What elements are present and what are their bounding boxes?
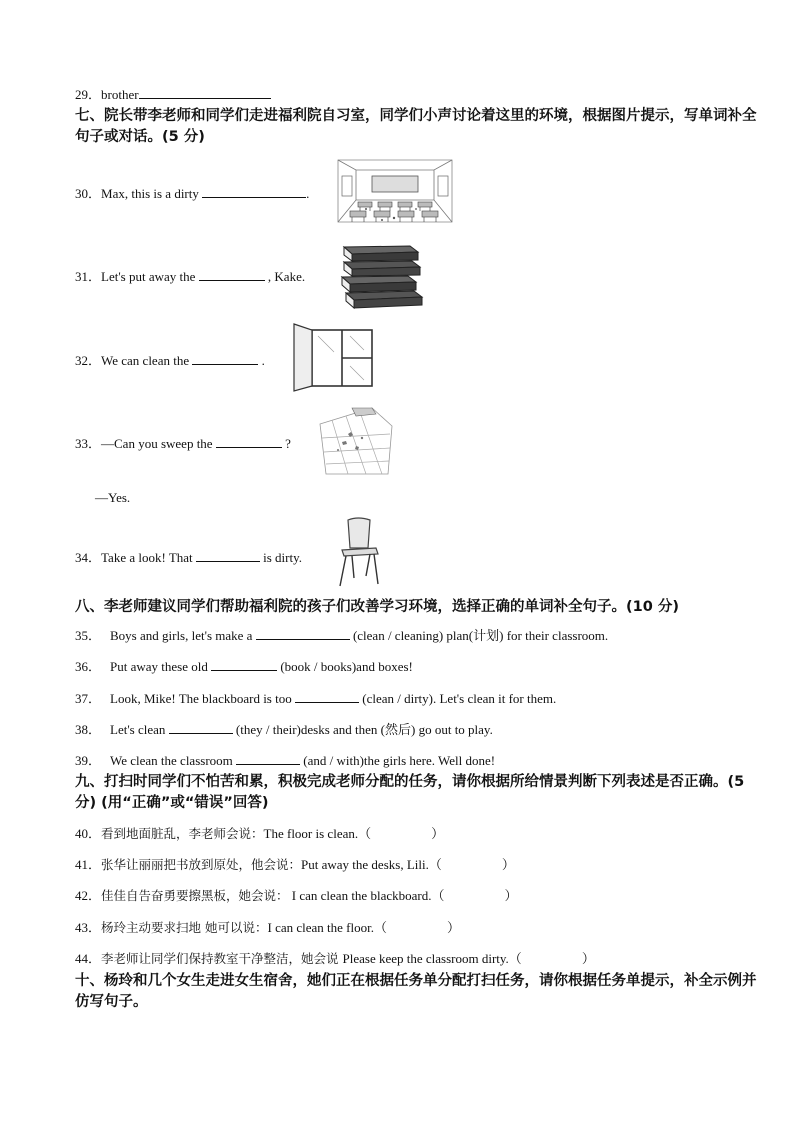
answer-blank[interactable] [196, 549, 260, 562]
question-text: We clean the classroom [110, 753, 233, 768]
answer-blank[interactable] [169, 721, 233, 734]
question-43 [75, 917, 460, 936]
question-text-end: . [306, 186, 310, 201]
paren-close: ） [581, 951, 595, 966]
question-number: 37． [75, 691, 102, 706]
question-36 [75, 656, 413, 675]
question-text-en: I can clean the floor.（ [267, 920, 387, 935]
question-number: 32． [75, 353, 102, 368]
question-text: —Can you sweep the [101, 436, 213, 451]
question-42 [75, 885, 517, 904]
books-image [336, 243, 428, 309]
question-number: 31． [75, 269, 102, 284]
question-text-cn: 李老师让同学们保持教室干净整洁，她会说 [101, 951, 343, 966]
answer-blank[interactable] [236, 752, 300, 765]
question-37 [75, 688, 556, 707]
question-text: Let's put away the [101, 269, 196, 284]
question-32 [75, 350, 265, 369]
section-9-title: 九、打扫时同学们不怕苦和累，积极完成老师分配的任务，请你根据所给情景判断下列表述是否正确。(5 分) (用“正确”或“错误”回答) [75, 774, 745, 811]
question-text-end: , Kake. [267, 269, 306, 284]
section-8-title: 八、李老师建议同学们帮助福利院的孩子们改善学习环境，选择正确的单词补全句子。(10 分) [75, 599, 679, 615]
question-number: 38． [75, 722, 102, 737]
paren-close: ） [504, 888, 518, 903]
question-29 [75, 84, 271, 103]
question-options: (they / their)desks and then (然后) go out to play. [235, 722, 493, 737]
question-number: 41． [75, 857, 102, 872]
question-text-en: I can clean the blackboard.（ [288, 888, 445, 903]
question-options: (book / books)and boxes! [280, 659, 413, 674]
answer-blank[interactable] [199, 268, 265, 281]
question-text-cn: 看到地面脏乱，李老师会说： [101, 826, 264, 841]
answer-blank[interactable] [211, 658, 277, 671]
question-number: 42． [75, 888, 102, 903]
question-number: 34． [75, 550, 102, 565]
question-35 [75, 625, 608, 644]
question-number: 33． [75, 436, 102, 451]
question-text: brother [101, 87, 139, 102]
question-number: 36． [75, 659, 102, 674]
answer-blank[interactable] [202, 185, 306, 198]
paren-close: ） [431, 826, 445, 841]
question-text: Let's clean [110, 722, 166, 737]
question-text-en: Please keep the classroom dirty.（ [342, 951, 522, 966]
window-image [290, 322, 376, 392]
question-text-en: The floor is clean.（ [263, 826, 372, 841]
question-text: Max, this is a dirty [101, 186, 199, 201]
question-number: 35． [75, 628, 102, 643]
question-options: (and / with)the girls here. Well done! [303, 753, 496, 768]
question-30 [75, 183, 309, 202]
section-10-title: 十、杨玲和几个女生走进女生宿舍，她们正在根据任务单分配打扫任务，请你根据任务单提示，补全示例并仿写句子。 [75, 973, 757, 1010]
question-text-cn: 杨玲主动要求扫地 她可以说： [101, 920, 268, 935]
question-39 [75, 750, 495, 769]
question-number: 29． [75, 87, 102, 102]
paren-close: ） [501, 857, 515, 872]
question-number: 30． [75, 186, 102, 201]
paren-close: ） [446, 920, 460, 935]
question-options: (clean / cleaning) plan(计划) for their classroom. [352, 628, 609, 643]
chair-image [334, 514, 384, 588]
question-text: Boys and girls, let's make a [110, 628, 253, 643]
question-41 [75, 854, 515, 873]
answer-blank[interactable] [216, 435, 282, 448]
question-text: We can clean the [101, 353, 190, 368]
question-number: 44． [75, 951, 102, 966]
question-text: Take a look! That [101, 550, 193, 565]
question-text-cn: 张华让丽丽把书放到原处，他会说： [101, 857, 302, 872]
question-33 [75, 433, 291, 452]
answer-blank[interactable] [139, 86, 271, 99]
question-text-end: . [261, 353, 265, 368]
question-options: (clean / dirty). Let's clean it for them. [362, 691, 557, 706]
answer-blank[interactable] [192, 352, 258, 365]
section-7-title: 七、院长带李老师和同学们走进福利院自习室，同学们小声讨论着这里的环境，根据图片提示，写单词补全句子或对话。(5 分) [75, 108, 757, 145]
question-text-end: ? [285, 436, 291, 451]
question-text: Put away these old [110, 659, 208, 674]
question-31 [75, 266, 305, 285]
question-44 [75, 948, 595, 967]
answer-blank[interactable] [256, 627, 350, 640]
classroom-image [336, 156, 454, 224]
question-number: 39． [75, 753, 102, 768]
question-40 [75, 823, 444, 842]
question-text-cn: 佳佳自告奋勇要擦黑板，她会说： [101, 888, 289, 903]
question-number: 43． [75, 920, 102, 935]
question-text: Look, Mike! The blackboard is too [110, 691, 292, 706]
question-34 [75, 547, 302, 566]
floor-image [318, 404, 394, 476]
question-number: 40． [75, 826, 102, 841]
question-text-en: Put away the desks, Lili.（ [301, 857, 442, 872]
question-38 [75, 719, 493, 738]
question-33-answer: —Yes. [95, 490, 131, 505]
question-text-end: is dirty. [263, 550, 303, 565]
answer-blank[interactable] [295, 690, 359, 703]
